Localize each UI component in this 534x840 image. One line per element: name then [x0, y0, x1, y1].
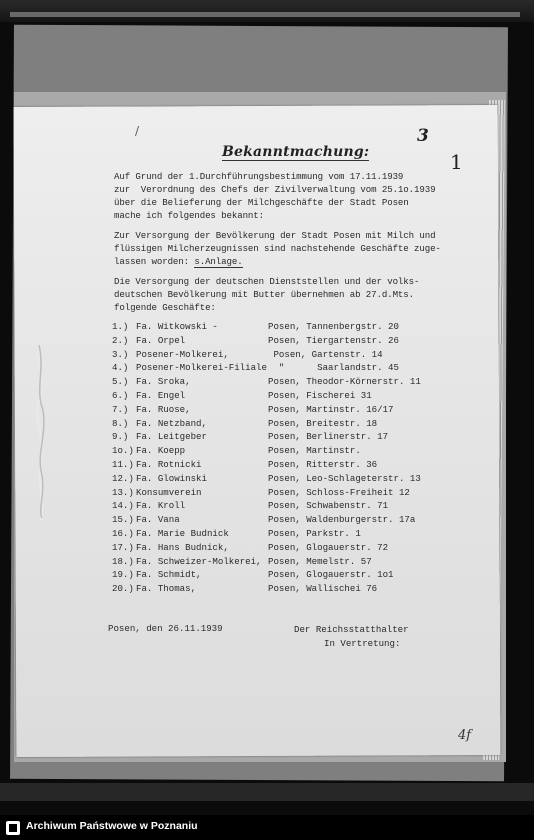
intro-line-4: mache ich folgendes bekannt:	[114, 210, 265, 221]
intro-line-1: Auf Grund der 1.Durchführungsbestimmung vom 17.11.1939	[114, 171, 404, 182]
shop-row	[112, 459, 442, 473]
signature-block	[294, 623, 409, 651]
shop-number: 18.)	[112, 555, 134, 567]
shop-address: Posen, Schloss-Freiheit 12	[268, 486, 410, 498]
shop-firm: Fa. Marie Budnick	[136, 527, 229, 539]
para2-last-prefix: lassen worden:	[114, 256, 195, 267]
shop-address: Posen, Gartenstr. 14	[268, 348, 383, 360]
shop-address: Posen, Berlinerstr. 17	[268, 431, 389, 443]
shop-address: Posen, Glogauerstr. 1o1	[268, 569, 394, 581]
shop-number: 14.)	[112, 500, 134, 512]
shop-number: 20.)	[112, 583, 134, 595]
handwritten-number: 3	[417, 126, 429, 146]
shop-address: Posen, Glogauerstr. 72	[268, 541, 389, 553]
shop-number: 13.)	[112, 486, 134, 498]
document-title: Bekanntmachung:	[222, 144, 370, 160]
intro-line-2: zur Verordnung des Chefs der Zivilverwaltung vom 25.1o.1939	[114, 184, 436, 195]
shop-firm: Fa. Vana	[136, 514, 180, 526]
shop-firm: Fa. Schmidt,	[136, 569, 202, 581]
shop-firm: Fa. Engel	[136, 389, 186, 401]
shop-firm: Fa. Orpel	[136, 334, 186, 346]
shop-number: 1o.)	[112, 445, 134, 457]
shop-address: Posen, Martinstr. 16/17	[268, 403, 394, 415]
shop-address: Posen, Tiergartenstr. 26	[268, 334, 399, 346]
shop-row	[112, 376, 442, 390]
shop-row	[112, 404, 442, 418]
shop-firm: Fa. Thomas,	[136, 583, 197, 595]
shop-address: Posen, Waldenburgerstr. 17a	[268, 514, 416, 526]
shop-row	[112, 500, 442, 514]
shop-number: 5.)	[112, 376, 129, 388]
shop-row	[112, 321, 442, 335]
shop-address: Posen, Ritterstr. 36	[268, 458, 378, 470]
shop-number: 12.)	[112, 472, 134, 484]
archive-name: Archiwum Państwowe w Poznaniu	[26, 820, 198, 832]
para3-line-1: Die Versorgung der deutschen Dienststellen und der volks-	[114, 276, 420, 287]
scan-ruler-strip	[10, 12, 520, 17]
shop-number: 11.)	[112, 458, 134, 470]
shop-firm: Posener-Molkerei-Filiale	[136, 362, 267, 374]
shop-firm: Fa. Hans Budnick,	[136, 541, 229, 553]
shop-firm: Fa. Rotnicki	[136, 458, 202, 470]
handwritten-digit: 1	[450, 150, 463, 174]
shop-number: 16.)	[112, 527, 134, 539]
place-date: Posen, den 26.11.1939	[108, 623, 223, 634]
shop-firm: Fa. Witkowski -	[136, 321, 218, 332]
shop-number: 15.)	[112, 514, 134, 526]
para2-line-3	[114, 256, 243, 269]
para2-line-1: Zur Versorgung der Bevölkerung der Stadt Posen mit Milch und	[114, 230, 436, 241]
archive-footer	[0, 815, 534, 840]
archive-logo-icon	[6, 821, 20, 835]
corner-mark: 4f	[458, 728, 472, 743]
shop-number: 2.)	[112, 334, 129, 346]
scan-bottom-edge	[0, 783, 534, 801]
shop-address: Posen, Tannenbergstr. 20	[268, 321, 399, 332]
signature-line-1: Der Reichsstatthalter	[294, 624, 409, 635]
shop-firm: Fa. Kroll	[136, 500, 186, 512]
shop-number: 1.)	[112, 321, 129, 332]
shop-row	[112, 569, 442, 583]
shop-firm: Fa. Leitgeber	[136, 431, 207, 443]
shop-row	[112, 431, 442, 445]
shop-address: Posen, Memelstr. 57	[268, 555, 372, 567]
shop-firm: Fa. Ruose,	[136, 403, 191, 415]
para3-line-2: deutschen Bevölkerung mit Butter übernehmen ab 27.d.Mts.	[114, 289, 415, 300]
shop-row	[112, 514, 442, 528]
binding-string-icon	[33, 340, 49, 520]
shop-row	[112, 542, 442, 556]
shop-address: Posen, Wallischei 76	[268, 583, 378, 595]
shop-number: 6.)	[112, 389, 129, 401]
shop-address: Posen, Parkstr. 1	[268, 527, 361, 539]
shop-address: Posen, Schwabenstr. 71	[268, 500, 389, 512]
shop-row	[112, 418, 442, 432]
annex-reference: s.Anlage.	[194, 256, 243, 267]
shop-row	[112, 528, 442, 542]
shop-firm: Fa. Netzband,	[136, 417, 207, 429]
shop-number: 17.)	[112, 541, 134, 553]
shop-address: Posen, Leo-Schlageterstr. 13	[268, 472, 421, 484]
para2-line-2: flüssigen Milcherzeugnissen sind nachstehende Geschäfte zuge-	[114, 243, 441, 254]
shop-row	[112, 349, 442, 363]
shop-address: Posen, Breitestr. 18	[268, 417, 378, 429]
shop-address: Posen, Martinstr.	[268, 445, 361, 457]
shop-address: Posen, Fischerei 31	[268, 389, 372, 401]
shop-number: 7.)	[112, 403, 129, 415]
shop-number: 4.)	[112, 362, 129, 374]
shop-firm: Fa. Sroka,	[136, 376, 191, 388]
shop-firm: Fa. Koepp	[136, 445, 186, 457]
shop-address: Posen, Theodor-Körnerstr. 11	[268, 376, 421, 388]
shop-row	[112, 362, 442, 376]
signature-line-2: In Vertretung:	[324, 638, 401, 649]
shop-row	[112, 556, 442, 570]
shop-address: " Saarlandstr. 45	[268, 362, 399, 374]
shop-row	[112, 445, 442, 459]
margin-tick: /	[135, 124, 140, 138]
shop-firm: Konsumverein	[136, 486, 202, 498]
shop-firm: Fa. Schweizer-Molkerei,	[136, 555, 262, 567]
shop-firm: Fa. Glowinski	[136, 472, 207, 484]
shop-row	[112, 583, 442, 597]
shop-number: 19.)	[112, 569, 134, 581]
shop-row	[112, 473, 442, 487]
shop-number: 3.)	[112, 348, 129, 360]
shop-list	[112, 321, 442, 597]
shop-number: 8.)	[112, 417, 129, 429]
shop-row	[112, 390, 442, 404]
shop-row	[112, 335, 442, 349]
scan-top-edge	[0, 0, 534, 22]
shop-number: 9.)	[112, 431, 129, 443]
shop-firm: Posener-Molkerei,	[136, 348, 229, 360]
intro-line-3: über die Belieferung der Milchgeschäfte der Stadt Posen	[114, 197, 409, 208]
para3-line-3: folgende Geschäfte:	[114, 302, 216, 313]
shop-row	[112, 487, 442, 501]
